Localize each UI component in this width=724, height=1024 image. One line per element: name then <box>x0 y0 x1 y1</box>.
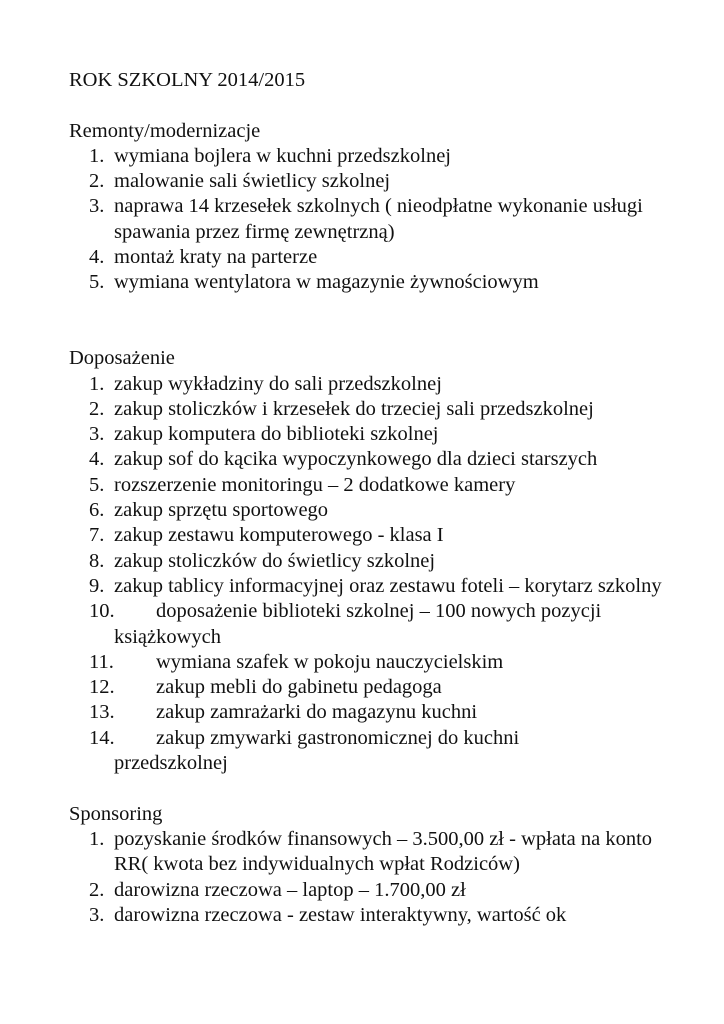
item-text: pozyskanie środków finansowych – 3.500,00 zł - wpłata na konto RR( kwota bez indywidualnych wpłat Rodziców) <box>114 827 653 876</box>
list-item <box>69 675 669 700</box>
item-text: wymiana szafek w pokoju nauczycielskim <box>156 650 504 673</box>
list-item <box>69 827 669 878</box>
item-text: zakup sprzętu sportowego <box>114 499 329 522</box>
item-text: zakup wykładziny do sali przedszkolnej <box>114 372 442 395</box>
item-number: 3. <box>89 903 105 926</box>
document-page <box>69 68 669 928</box>
item-text: zakup sof do kącika wypoczynkowego dla dzieci starszych <box>114 448 598 471</box>
item-text: zakup tablicy informacyjnej oraz zestawu foteli – korytarz szkolny <box>114 574 662 597</box>
item-number: 10. <box>89 600 115 623</box>
item-number: 9. <box>89 574 105 597</box>
section-heading: Remonty/modernizacje <box>69 119 261 142</box>
item-text: zakup zestawu komputerowego - klasa I <box>114 524 444 547</box>
item-number: 2. <box>89 397 105 420</box>
list-item <box>69 473 669 498</box>
list-item <box>69 599 669 650</box>
list-item <box>69 270 669 295</box>
item-text: montaż kraty na parterze <box>114 246 318 269</box>
document-title: ROK SZKOLNY 2014/2015 <box>69 69 306 91</box>
list-item <box>69 144 669 169</box>
item-text: zakup zamrażarki do magazynu kuchni <box>156 701 478 724</box>
section-doposazenie <box>69 346 669 776</box>
item-text: zakup stoliczków do świetlicy szkolnej <box>114 549 436 572</box>
sponsoring-list <box>69 827 669 928</box>
list-item <box>69 549 669 574</box>
item-number: 11. <box>89 650 114 673</box>
item-text: darowizna rzeczowa - zestaw interaktywny, wartość ok <box>114 903 567 926</box>
item-number: 6. <box>89 499 105 522</box>
list-item <box>69 194 669 245</box>
item-number: 1. <box>89 372 105 395</box>
section-heading: Doposażenie <box>69 347 175 370</box>
item-text: malowanie sali świetlicy szkolnej <box>114 170 391 193</box>
item-number: 2. <box>89 878 105 901</box>
item-number: 3. <box>89 423 105 446</box>
item-number: 4. <box>89 246 105 269</box>
list-item <box>69 650 669 675</box>
item-text: wymiana wentylatora w magazynie żywnościowym <box>114 271 539 294</box>
item-number: 13. <box>89 701 115 724</box>
list-item <box>69 447 669 472</box>
list-item <box>69 878 669 903</box>
remonty-list <box>69 144 669 296</box>
item-number: 2. <box>89 170 105 193</box>
list-item <box>69 498 669 523</box>
item-number: 1. <box>89 144 105 167</box>
list-item <box>69 422 669 447</box>
item-text: naprawa 14 krzesełek szkolnych ( nieodpłatne wykonanie usługi spawania przez firmę zewnętrzną) <box>114 195 643 243</box>
item-text: rozszerzenie monitoringu – 2 dodatkowe kamery <box>114 473 516 496</box>
item-number: 1. <box>89 827 105 850</box>
item-text-continued: książkowych <box>114 625 222 648</box>
item-number: 8. <box>89 549 105 572</box>
section-sponsoring <box>69 802 669 928</box>
item-number: 14. <box>89 726 115 749</box>
item-text: zakup stoliczków i krzesełek do trzeciej sali przedszkolnej <box>114 397 594 420</box>
list-item <box>69 245 669 270</box>
item-text: zakup zmywarki gastronomicznej do kuchni <box>156 726 520 749</box>
item-number: 7. <box>89 524 105 547</box>
item-number: 5. <box>89 271 105 294</box>
list-item <box>69 726 669 777</box>
item-text: zakup komputera do biblioteki szkolnej <box>114 423 439 446</box>
list-item <box>69 372 669 397</box>
section-remonty <box>69 119 669 296</box>
item-number: 3. <box>89 195 105 218</box>
list-item <box>69 903 669 928</box>
item-number: 12. <box>89 676 115 699</box>
item-number: 5. <box>89 473 105 496</box>
item-text: wymiana bojlera w kuchni przedszkolnej <box>114 144 451 167</box>
item-text-continued: przedszkolnej <box>114 752 228 775</box>
doposazenie-list <box>69 372 669 777</box>
item-text: zakup mebli do gabinetu pedagoga <box>156 676 442 699</box>
item-text: darowizna rzeczowa – laptop – 1.700,00 zł <box>114 878 466 901</box>
section-heading: Sponsoring <box>69 802 163 825</box>
list-item <box>69 700 669 725</box>
list-item <box>69 397 669 422</box>
list-item <box>69 523 669 548</box>
item-number: 4. <box>89 448 105 471</box>
item-text: doposażenie biblioteki szkolnej – 100 nowych pozycji <box>156 600 602 623</box>
list-item <box>69 574 669 599</box>
list-item <box>69 169 669 194</box>
